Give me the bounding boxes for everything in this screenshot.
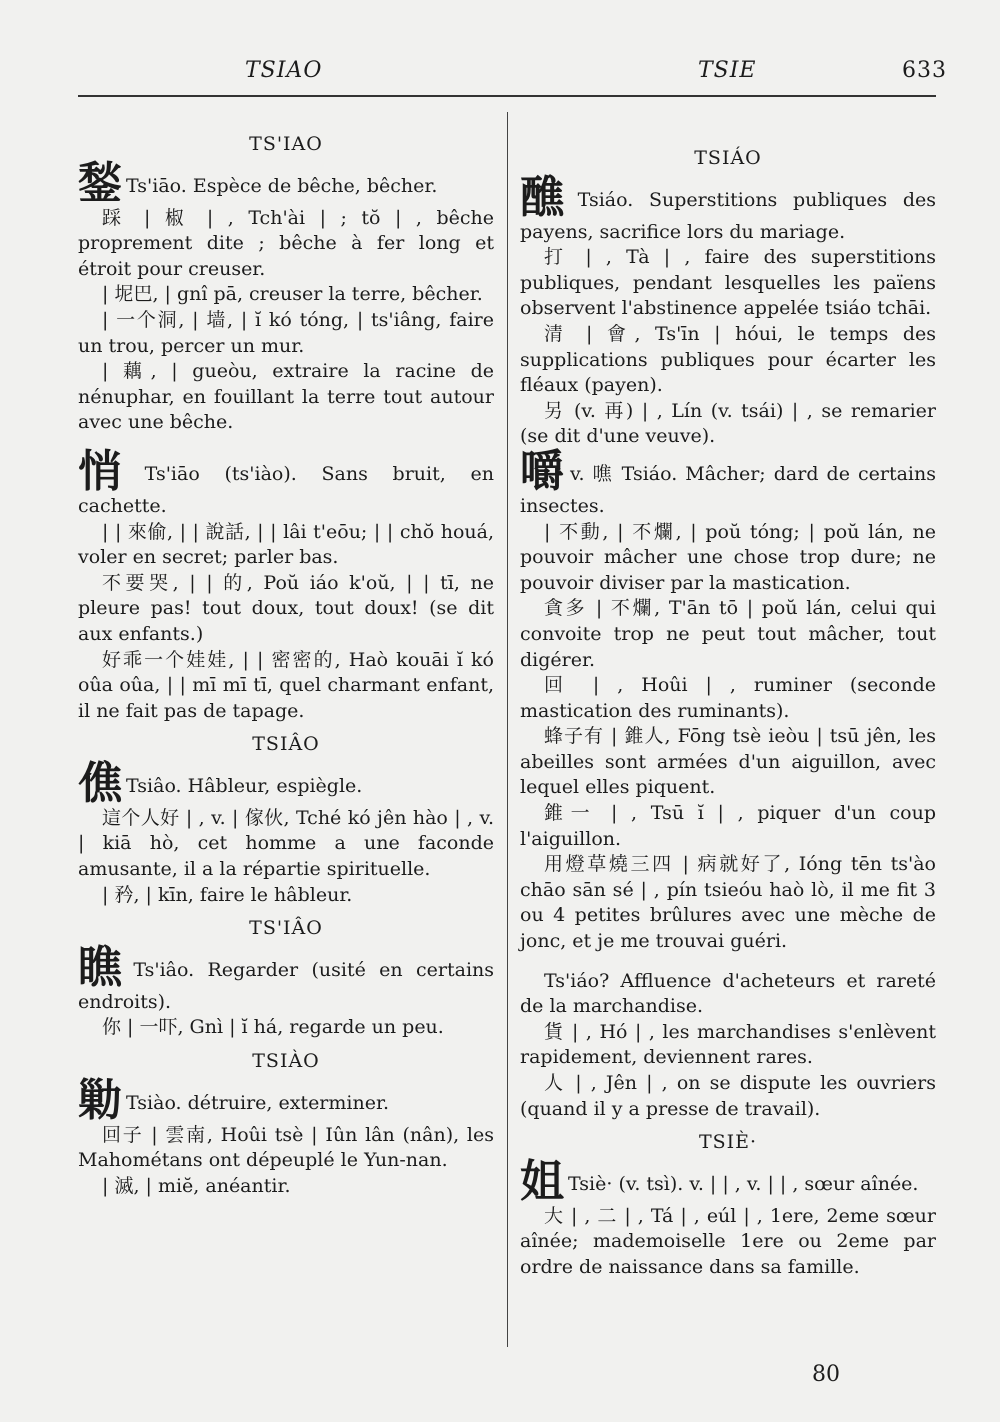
- headword: 僬: [78, 757, 122, 809]
- running-head-left: TSIAO: [245, 58, 323, 83]
- example: 回 | , Hoûi | , ruminer (seconde mastication des ruminants).: [520, 674, 936, 722]
- example: 這个人好 | , v. | 傢伙, Tché kó jên hào | , v. | kiā hò, cet homme a une faconde amusante, il a la répartie spirituelle.: [78, 806, 494, 881]
- example: 踩 | 椒 | , Tch'ài | ; tŏ | , bêche proprement dite ; bêche à fer long et étroit pour creuser.: [78, 206, 494, 280]
- example: 貨 | , Hó | , les marchandises s'enlèvent rapidement, deviennent rares.: [520, 1020, 936, 1069]
- headword: 悄: [78, 445, 141, 497]
- example: | 不動, | 不爛, | poŭ tóng; | poŭ lán, ne pouvoir mâcher une chose trop dure; ne pouvoir diviser par la mastication.: [520, 520, 936, 594]
- section-heading: TSIÂO: [252, 733, 320, 756]
- dictionary-entry: [78, 1074, 494, 1126]
- section-heading: TSIÀO: [252, 1050, 320, 1073]
- example: 貪多 | 不爛, T'ān tō | poŭ lán, celui qui convoite trop ne peut tout mâcher, tout digérer.: [520, 597, 936, 671]
- definition: Tsiào. détruire, exterminer.: [126, 1091, 390, 1114]
- dictionary-entry: [520, 445, 936, 520]
- example: 清 | 會, Ts'īn | hóui, le temps des supplications publiques pour écarter les fléaux (payen).: [520, 322, 936, 397]
- example: | 藕, | gueòu, extraire la racine de nénuphar, en fouillant la terre tout autour avec une bêche.: [78, 360, 494, 434]
- example: 你 | 一吓, Gnì | ĭ há, regarde un peu.: [102, 1016, 444, 1039]
- section-heading: TS'IÂO: [249, 917, 323, 940]
- example: 大 | , 二 | , Tá | , eúl | , 1ere, 2eme sœur aînée; mademoiselle 1ere ou 2eme par ordre de naissance dans sa famille.: [520, 1204, 936, 1278]
- headword: 姐: [520, 1155, 564, 1207]
- definition: Tsiâo. Hâbleur, espiègle.: [126, 774, 363, 797]
- example: | | 來偷, | | 說話, | | lâi t'eōu; | | chŏ houá, voler en secret; parler bas.: [78, 520, 494, 569]
- dictionary-entry: [78, 445, 494, 520]
- example: 另 (v. 再) | , Lín (v. tsái) | , se remarier (se dit d'une veuve).: [520, 399, 936, 448]
- example: 不要哭, | | 的, Poŭ iáo k'oŭ, | | tī, ne pleure pas! tout doux, tout doux! (se dit aux enfants.): [78, 571, 494, 645]
- headword: 勦: [78, 1074, 122, 1126]
- signature-mark: 80: [812, 1362, 840, 1387]
- example: 打 | , Tà | , faire des superstitions publiques, pendant lesquelles les païens observent l'abstinence appelée tsiáo tchāi.: [520, 246, 936, 320]
- definition: Ts'iâo. Regarder (usité en certains endroits).: [78, 958, 495, 1013]
- dictionary-entry: [78, 941, 495, 1016]
- running-head-center: TSIE: [698, 58, 757, 83]
- headword: 嚼: [520, 445, 567, 497]
- example: 好乖一个娃娃, | | 密密的, Haò kouāi ĭ kó oûa oûa, | | mī mī tī, quel charmant enfant, il ne fait pas de tapage.: [78, 648, 494, 722]
- right-column: [520, 110, 936, 1281]
- section-heading: TSIÁO: [694, 147, 762, 169]
- dictionary-entry: [78, 157, 494, 209]
- column-divider: [507, 112, 508, 1347]
- example: 錐一 | , Tsū ĭ | , piquer d'un coup l'aiguillon.: [520, 802, 936, 850]
- example: 蜂子有 | 錐人, Fōng tsè ieòu | tsū jên, les abeilles sont armées d'un aiguillon, avec lequel elles piquent.: [520, 725, 936, 799]
- definition: Tsiáo. Superstitions publiques des payens, sacrifice lors du mariage.: [520, 188, 936, 243]
- definition: Ts'iāo (ts'iào). Sans bruit, en cachette.: [78, 462, 494, 517]
- dictionary-entry: [78, 757, 494, 809]
- example: 回子 | 雲南, Hoûi tsè | Iûn lân (nân), les Mahométans ont dépeuplé le Yun-nan.: [78, 1123, 494, 1172]
- header-rule: [78, 95, 936, 97]
- left-column: [78, 110, 494, 1199]
- example: 用燈草燒三四 | 病就好了, Ióng tēn ts'ào chāo sān sé | , pín tsieóu haò lò, il me fit 3 ou 4 petites brûlures avec une mèche de jonc, et je me trouvai guéri.: [520, 853, 936, 953]
- definition: Ts'iāo. Espèce de bêche, bêcher.: [126, 174, 438, 197]
- example: | 滅, | miĕ, anéantir.: [102, 1174, 291, 1197]
- example: | 坭巴, | gnî pā, creuser la terre, bêcher.: [102, 283, 483, 306]
- example: 人 | , Jên | , on se dispute les ouvriers (quand il y a presse de travail).: [520, 1072, 936, 1120]
- section-heading: TSIÈ·: [698, 1131, 758, 1154]
- dictionary-entry: [520, 1155, 936, 1207]
- example: | 矜, | kīn, faire le hâbleur.: [102, 883, 353, 906]
- definition: v. 噍 Tsiáo. Mâcher; dard de certains insectes.: [520, 462, 936, 517]
- headword: 醮: [520, 171, 574, 223]
- page-number: 633: [902, 58, 947, 83]
- headword: 鍫: [78, 157, 122, 209]
- example: | 一个洞, | 墙, | ĭ kó tóng, | ts'iâng, faire un trou, percer un mur.: [78, 308, 494, 357]
- dictionary-entry: [520, 171, 936, 246]
- dictionary-entry: Ts'iáo? Affluence d'acheteurs et rareté de la marchandise.: [520, 969, 936, 1018]
- section-heading: TS'IAO: [249, 133, 323, 155]
- headword: 瞧: [78, 941, 130, 993]
- definition: Tsiè· (v. tsì). v. | | , v. | | , sœur aînée.: [568, 1172, 919, 1195]
